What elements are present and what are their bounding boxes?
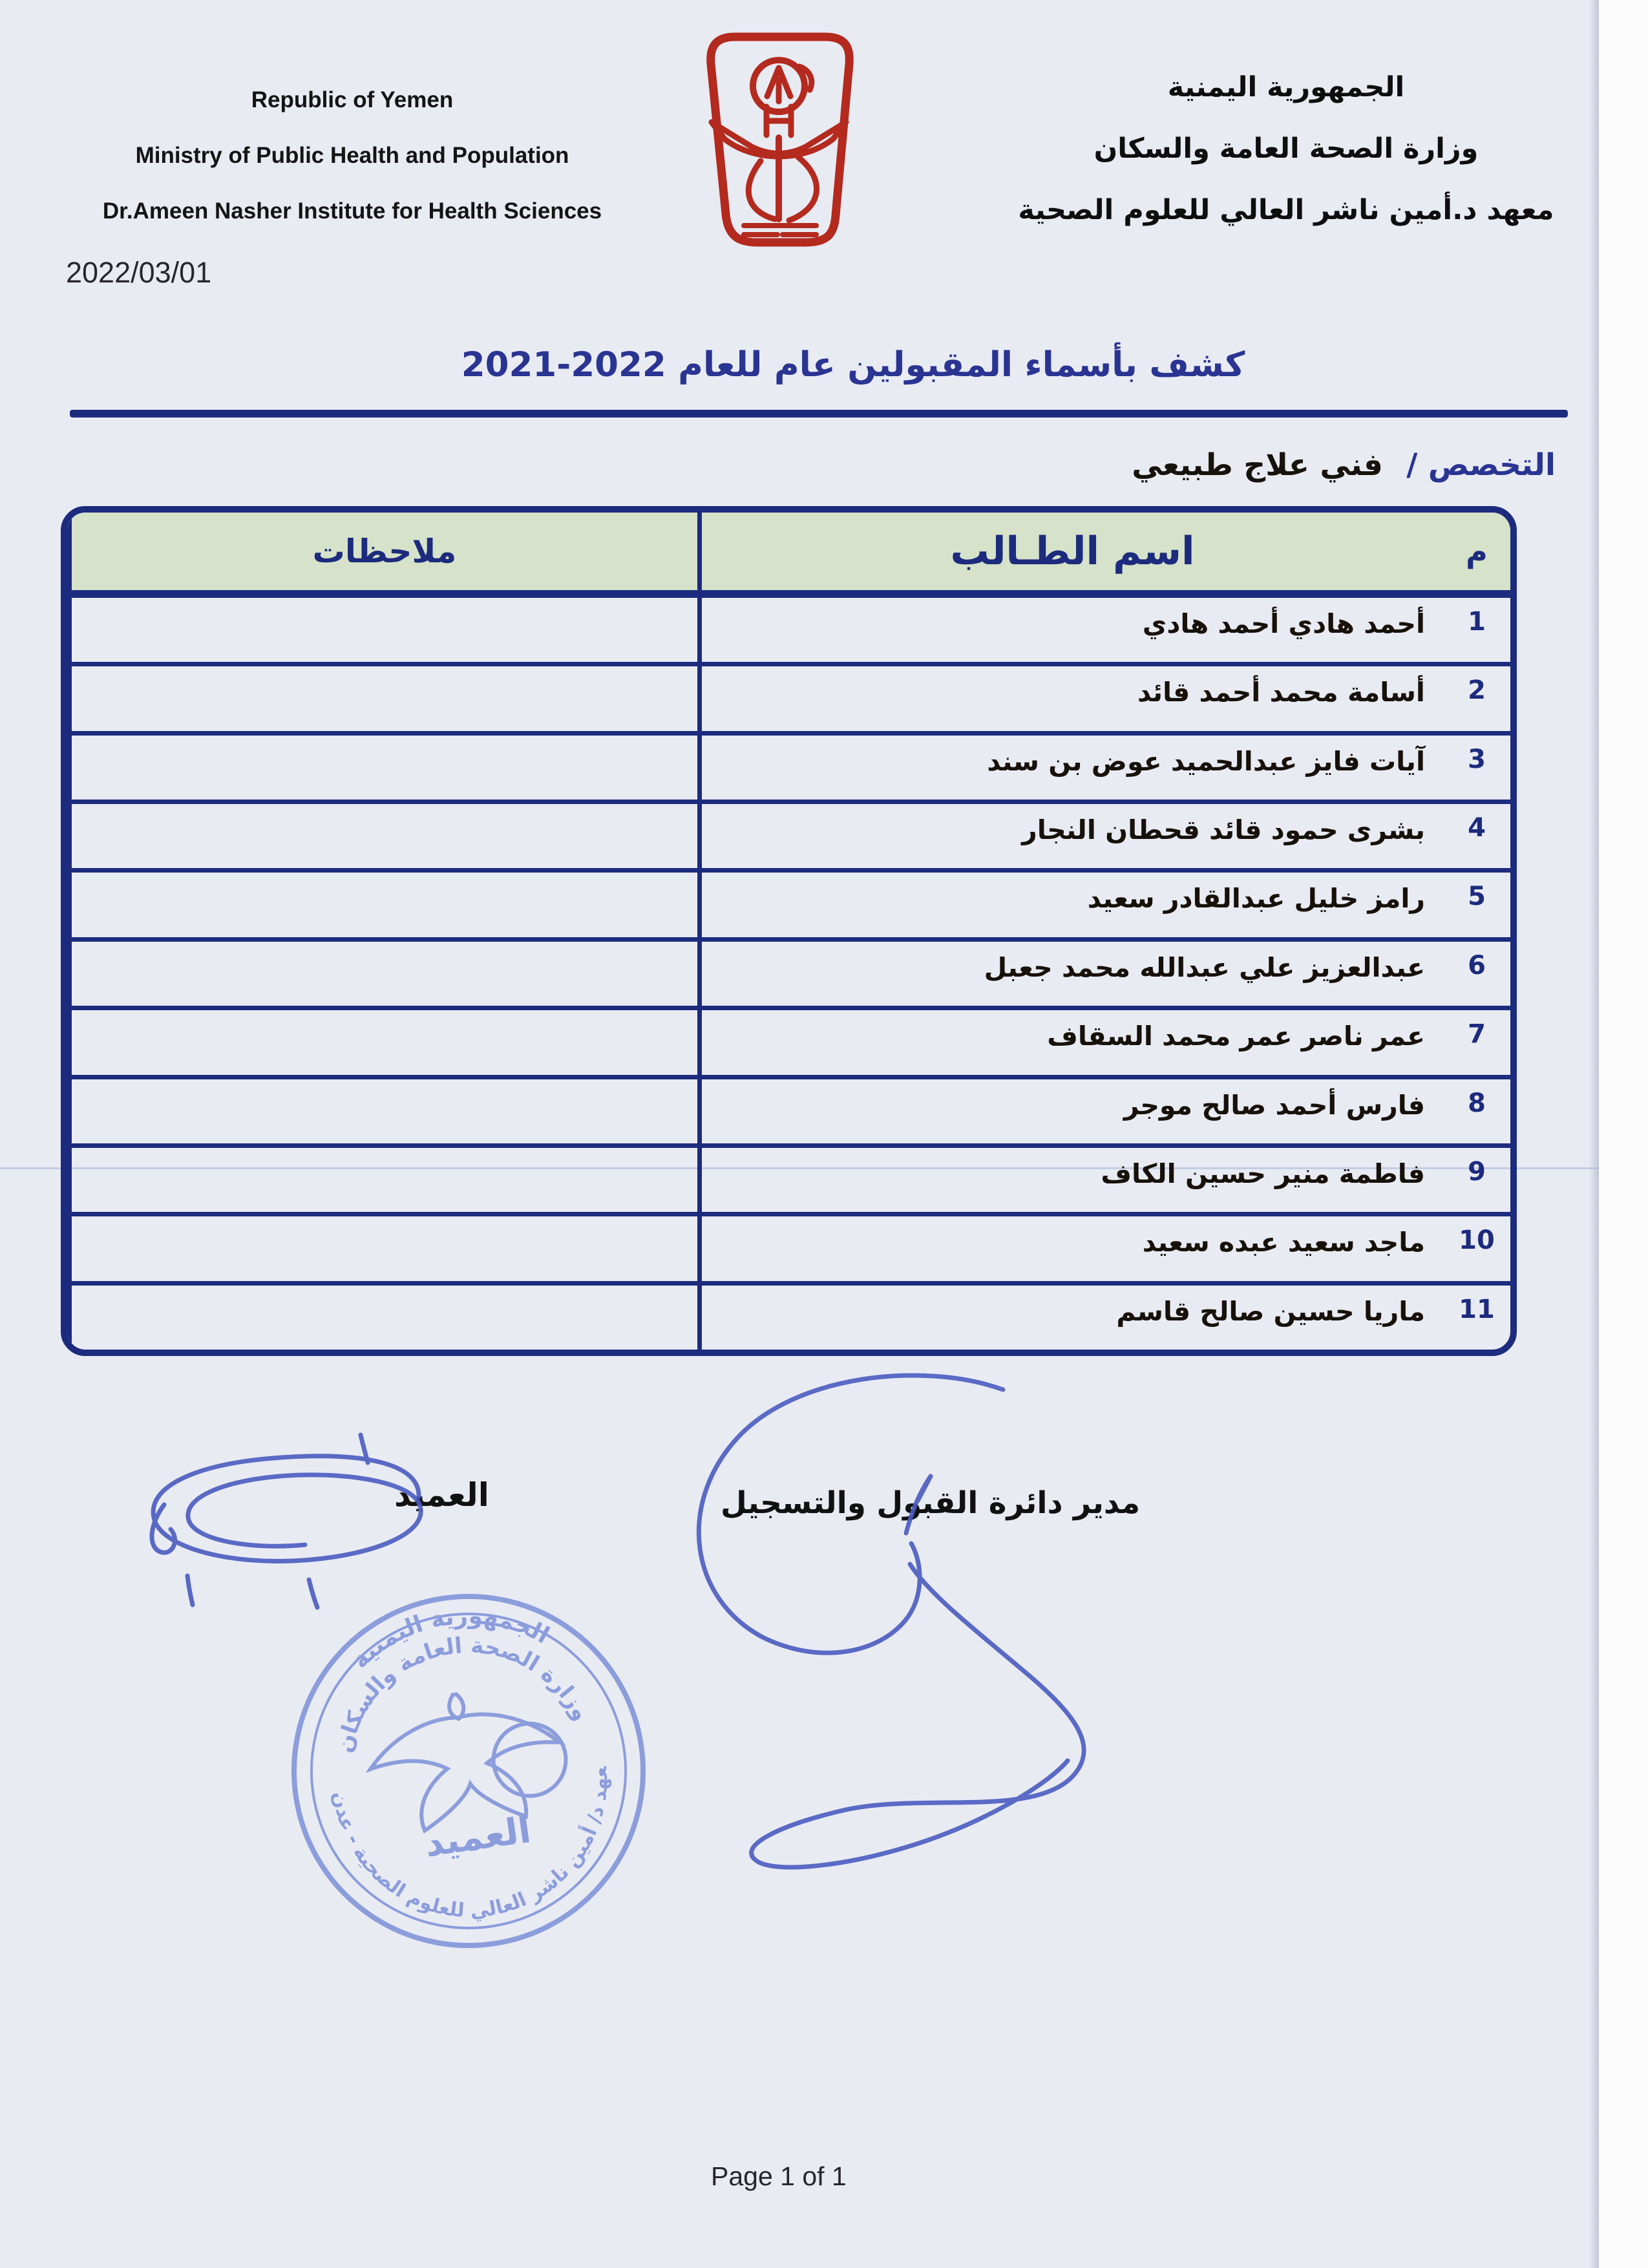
letterhead-arabic-line3: معهد د.أمين ناشر العالي للعلوم الصحية [1018,194,1554,226]
student-name: فارس أحمد صالح موجر [697,1075,1443,1143]
row-number: 9 [1443,1143,1510,1212]
stamp-ring-bottom-text: معهد د/ أمين ناشر العالي للعلوم الصحية - عدن [328,1752,613,1923]
student-name: ماريا حسين صالح قاسم [697,1281,1443,1350]
specialization-value: فني علاج طبيعي [1132,447,1383,483]
row-number: 1 [1443,593,1510,662]
student-name: بشرى حمود قائد قحطان النجار [697,800,1443,868]
dean-signature-ink [152,1435,421,1607]
student-name: ماجد سعيد عبده سعيد [697,1212,1443,1280]
student-name: فاطمة منير حسين الكاف [697,1143,1443,1212]
letterhead-english-line2: Ministry of Public Health and Population [135,143,569,168]
letterhead-arabic-line1: الجمهورية اليمنية [1167,71,1405,103]
row-number: 4 [1443,800,1510,868]
row-number: 6 [1443,937,1510,1006]
stamp-eagle-emblem [362,1680,573,1837]
student-name: أحمد هادي أحمد هادي [697,593,1443,662]
row-number: 5 [1443,868,1510,937]
registrar-signature-ink [699,1375,1084,1867]
registrar-signature-label: مدير دائرة القبول والتسجيل [721,1485,1141,1521]
dean-signature-label: العميد [394,1476,489,1514]
column-header-student-name: اسم الطـالب [697,513,1443,593]
letterhead-arabic-line2: وزارة الصحة العامة والسكان [1093,132,1479,165]
page-footer: Page 1 of 1 [711,2161,847,2191]
column-header-number: م [1443,513,1510,593]
row-number: 7 [1443,1006,1510,1074]
student-name: عبدالعزيز علي عبدالله محمد جعبل [697,937,1443,1006]
row-number: 3 [1443,731,1510,800]
row-number: 10 [1443,1212,1510,1280]
stamp-ring-ministry-text: وزارة الصحة العامة والسكان [332,1632,595,1755]
document-date: 2022/03/01 [66,256,212,289]
student-name: آيات فايز عبدالحميد عوض بن سند [697,731,1443,800]
stamp-center-text: العميد [422,1808,534,1866]
specialization-label: التخصص / [1406,447,1556,483]
student-name: رامز خليل عبدالقادر سعيد [697,868,1443,937]
student-name: عمر ناصر عمر محمد السقاف [697,1006,1443,1074]
row-number: 11 [1443,1281,1510,1350]
letterhead-english-line3: Dr.Ameen Nasher Institute for Health Sciences [102,198,602,224]
student-name: أسامة محمد أحمد قائد [697,662,1443,730]
letterhead-english-line1: Republic of Yemen [251,87,454,112]
stamp-ring-top-text: الجمهورية اليمنية [347,1602,554,1674]
column-header-notes: ملاحظات [67,513,697,593]
document-title: كشف بأسماء المقبولين عام للعام 2022-2021 [461,345,1245,385]
row-number: 8 [1443,1075,1510,1143]
row-number: 2 [1443,662,1510,730]
official-stamp [271,1574,666,1968]
